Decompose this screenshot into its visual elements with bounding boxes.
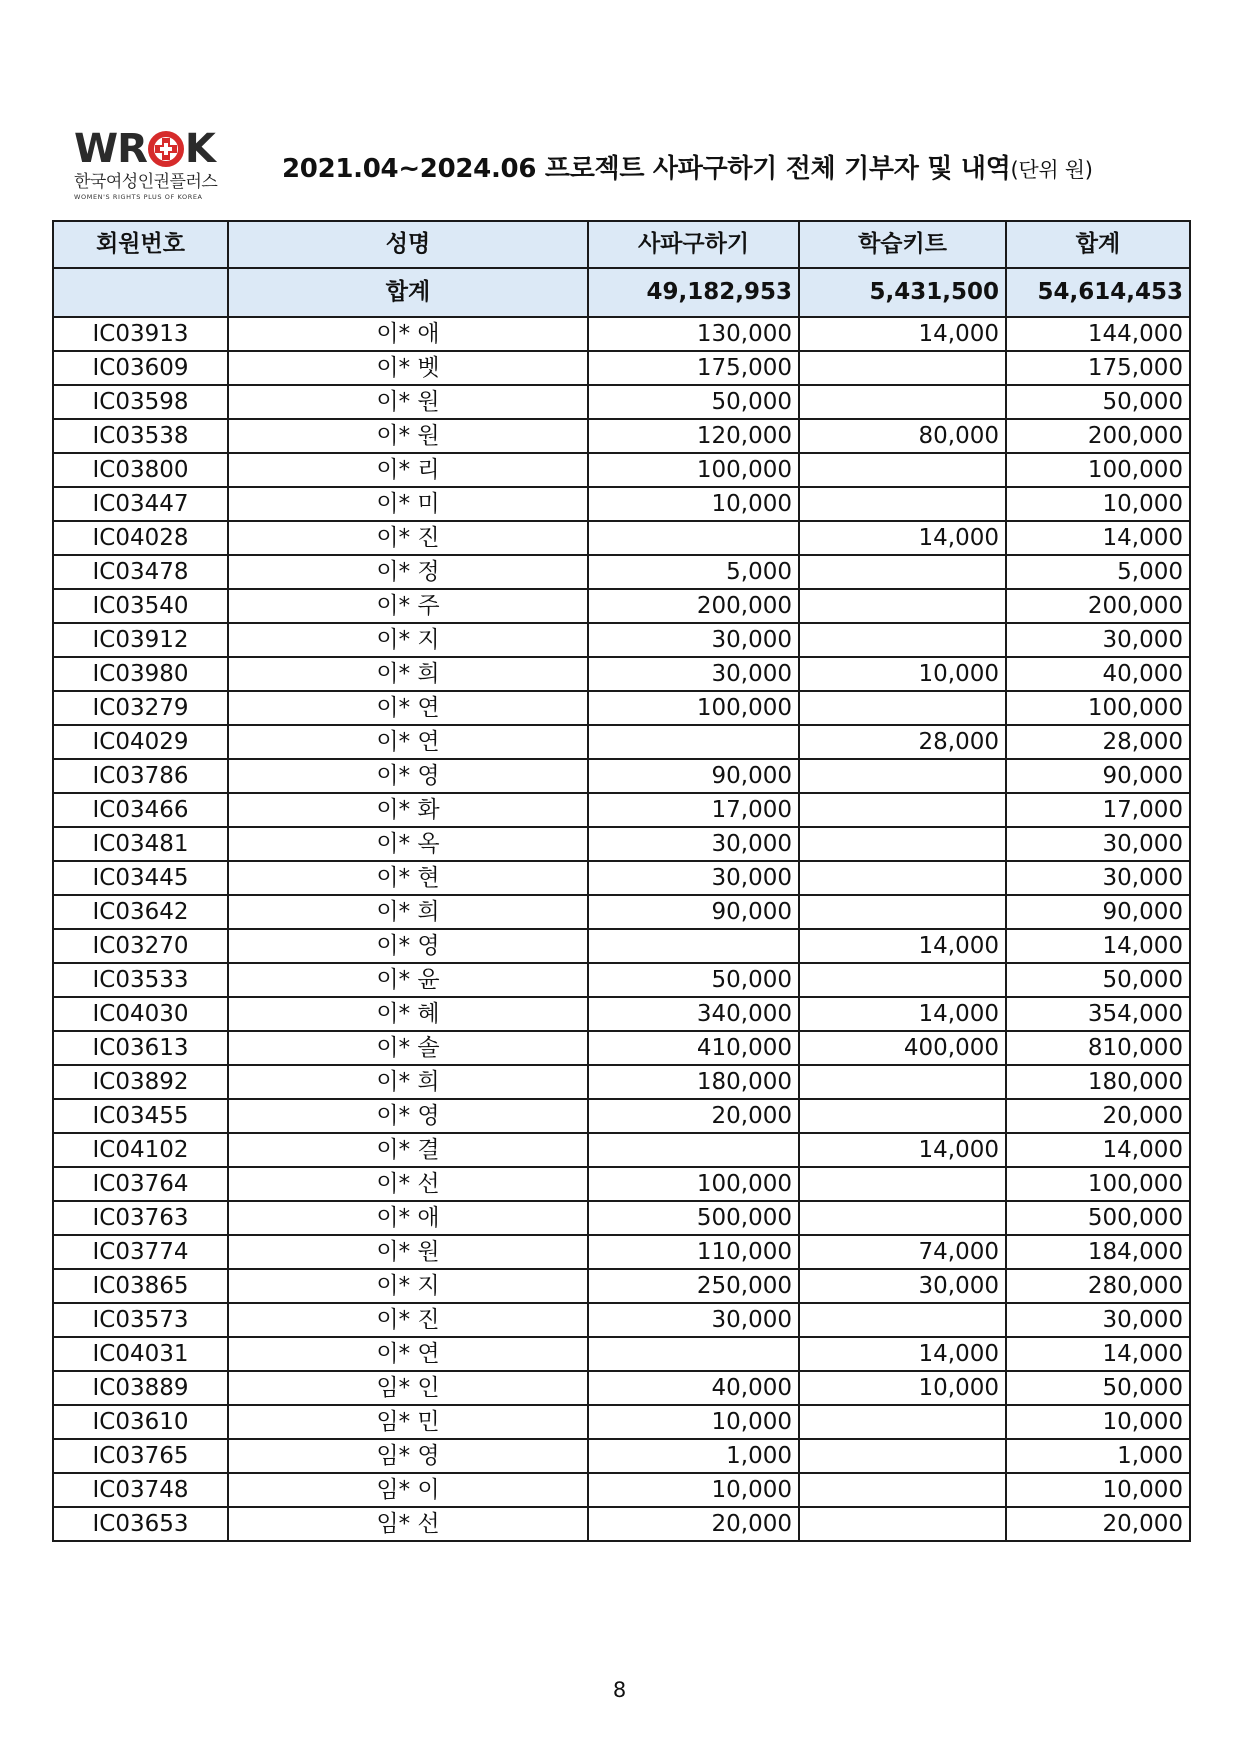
- document-title: [282, 148, 1093, 185]
- cell-kit: 10,000: [799, 657, 1006, 691]
- cell-sapa: 30,000: [588, 1303, 799, 1337]
- cell-sum: 90,000: [1006, 759, 1190, 793]
- cell-member-id: IC04028: [53, 521, 228, 555]
- cell-kit: [799, 1167, 1006, 1201]
- cell-sapa: [588, 521, 799, 555]
- cell-sum: 28,000: [1006, 725, 1190, 759]
- cell-kit: 400,000: [799, 1031, 1006, 1065]
- cell-name: 이* 정: [228, 555, 588, 589]
- cell-kit: [799, 1507, 1006, 1541]
- table-row: [53, 1269, 1190, 1303]
- cell-sapa: 100,000: [588, 453, 799, 487]
- cell-sapa: [588, 929, 799, 963]
- cell-name: 이* 혜: [228, 997, 588, 1031]
- cell-kit: 14,000: [799, 317, 1006, 351]
- table-row: [53, 1473, 1190, 1507]
- cell-name: 이* 선: [228, 1167, 588, 1201]
- table-row: [53, 657, 1190, 691]
- table-row: [53, 1031, 1190, 1065]
- cell-kit: [799, 1473, 1006, 1507]
- cell-name: 임* 이: [228, 1473, 588, 1507]
- cell-sum: 100,000: [1006, 1167, 1190, 1201]
- cell-name: 이* 윤: [228, 963, 588, 997]
- cell-member-id: IC03892: [53, 1065, 228, 1099]
- cell-kit: 28,000: [799, 725, 1006, 759]
- header-kit: 학습키트: [799, 221, 1006, 268]
- cell-sum: 14,000: [1006, 929, 1190, 963]
- cell-member-id: IC03763: [53, 1201, 228, 1235]
- cell-name: 이* 지: [228, 1269, 588, 1303]
- cell-sapa: 120,000: [588, 419, 799, 453]
- cell-sum: 100,000: [1006, 453, 1190, 487]
- cell-member-id: IC03538: [53, 419, 228, 453]
- cell-kit: 80,000: [799, 419, 1006, 453]
- cell-sapa: 180,000: [588, 1065, 799, 1099]
- cell-name: 이* 현: [228, 861, 588, 895]
- cell-member-id: IC03445: [53, 861, 228, 895]
- cell-sum: 30,000: [1006, 623, 1190, 657]
- cell-member-id: IC03764: [53, 1167, 228, 1201]
- cell-sum: 1,000: [1006, 1439, 1190, 1473]
- table-row: [53, 963, 1190, 997]
- table-row: [53, 385, 1190, 419]
- cell-member-id: IC03865: [53, 1269, 228, 1303]
- cell-sapa: 10,000: [588, 1405, 799, 1439]
- cell-name: 이* 벳: [228, 351, 588, 385]
- cell-sum: 280,000: [1006, 1269, 1190, 1303]
- totals-sapa: 49,182,953: [588, 268, 799, 317]
- cell-kit: [799, 1099, 1006, 1133]
- cell-kit: 30,000: [799, 1269, 1006, 1303]
- cell-member-id: IC03610: [53, 1405, 228, 1439]
- cell-kit: 14,000: [799, 1337, 1006, 1371]
- cell-sapa: 10,000: [588, 487, 799, 521]
- cell-member-id: IC03270: [53, 929, 228, 963]
- cell-member-id: IC04029: [53, 725, 228, 759]
- cell-kit: [799, 385, 1006, 419]
- header-row: [53, 221, 1190, 268]
- logo-cross-icon: [148, 131, 184, 167]
- cell-member-id: IC03800: [53, 453, 228, 487]
- cell-sum: 30,000: [1006, 861, 1190, 895]
- cell-kit: 14,000: [799, 929, 1006, 963]
- cell-member-id: IC03642: [53, 895, 228, 929]
- cell-sapa: [588, 1133, 799, 1167]
- cell-name: 이* 영: [228, 1099, 588, 1133]
- cell-sapa: 100,000: [588, 691, 799, 725]
- cell-sum: 20,000: [1006, 1507, 1190, 1541]
- cell-kit: 74,000: [799, 1235, 1006, 1269]
- cell-sapa: 30,000: [588, 861, 799, 895]
- table-row: [53, 1201, 1190, 1235]
- cell-name: 이* 원: [228, 385, 588, 419]
- cell-sapa: 200,000: [588, 589, 799, 623]
- cell-kit: [799, 1065, 1006, 1099]
- cell-name: 이* 주: [228, 589, 588, 623]
- cell-sapa: 130,000: [588, 317, 799, 351]
- cell-member-id: IC03573: [53, 1303, 228, 1337]
- logo-wordmark: [74, 128, 219, 170]
- cell-sapa: 30,000: [588, 827, 799, 861]
- table-row: [53, 589, 1190, 623]
- table-row: [53, 691, 1190, 725]
- cell-sapa: 20,000: [588, 1099, 799, 1133]
- cell-member-id: IC03980: [53, 657, 228, 691]
- totals-kit: 5,431,500: [799, 268, 1006, 317]
- cell-member-id: IC03889: [53, 1371, 228, 1405]
- cell-member-id: IC03913: [53, 317, 228, 351]
- cell-name: 이* 리: [228, 453, 588, 487]
- header-sum: 합계: [1006, 221, 1190, 268]
- cell-member-id: IC03613: [53, 1031, 228, 1065]
- table-row: [53, 555, 1190, 589]
- cell-kit: [799, 351, 1006, 385]
- cell-name: 이* 진: [228, 1303, 588, 1337]
- cell-sapa: 90,000: [588, 895, 799, 929]
- cell-member-id: IC03533: [53, 963, 228, 997]
- table-row: [53, 997, 1190, 1031]
- cell-sapa: 175,000: [588, 351, 799, 385]
- cell-name: 이* 진: [228, 521, 588, 555]
- cell-name: 이* 원: [228, 1235, 588, 1269]
- cell-sum: 30,000: [1006, 1303, 1190, 1337]
- cell-sapa: 5,000: [588, 555, 799, 589]
- table-row: [53, 453, 1190, 487]
- cell-kit: [799, 589, 1006, 623]
- cell-sum: 10,000: [1006, 487, 1190, 521]
- table-row: [53, 487, 1190, 521]
- cell-name: 임* 영: [228, 1439, 588, 1473]
- logo-subtitle-korean: 한국여성인권플러스: [74, 172, 218, 192]
- totals-row: [53, 268, 1190, 317]
- cell-kit: 14,000: [799, 997, 1006, 1031]
- cell-sapa: 100,000: [588, 1167, 799, 1201]
- cell-sapa: 50,000: [588, 963, 799, 997]
- cell-member-id: IC03748: [53, 1473, 228, 1507]
- cell-name: 이* 희: [228, 1065, 588, 1099]
- totals-label: 합계: [228, 268, 588, 317]
- cell-sum: 810,000: [1006, 1031, 1190, 1065]
- donor-rows: [53, 317, 1190, 1541]
- cell-member-id: IC03609: [53, 351, 228, 385]
- cell-sum: 180,000: [1006, 1065, 1190, 1099]
- cell-sapa: [588, 1337, 799, 1371]
- cell-name: 이* 애: [228, 317, 588, 351]
- table-row: [53, 1337, 1190, 1371]
- cell-sapa: 110,000: [588, 1235, 799, 1269]
- cell-sum: 20,000: [1006, 1099, 1190, 1133]
- cell-name: 이* 화: [228, 793, 588, 827]
- cell-member-id: IC03598: [53, 385, 228, 419]
- cell-sum: 175,000: [1006, 351, 1190, 385]
- cell-sum: 500,000: [1006, 1201, 1190, 1235]
- cell-name: 이* 연: [228, 725, 588, 759]
- totals-empty-cell: [53, 268, 228, 317]
- cell-sapa: 50,000: [588, 385, 799, 419]
- cell-kit: [799, 963, 1006, 997]
- cell-name: 이* 애: [228, 1201, 588, 1235]
- cell-sum: 50,000: [1006, 385, 1190, 419]
- page-number: 8: [612, 1678, 627, 1702]
- cell-sum: 200,000: [1006, 589, 1190, 623]
- cell-kit: [799, 1405, 1006, 1439]
- organization-logo: [74, 128, 219, 204]
- cell-name: 이* 영: [228, 759, 588, 793]
- cell-kit: [799, 1303, 1006, 1337]
- cell-member-id: IC03481: [53, 827, 228, 861]
- cell-sum: 200,000: [1006, 419, 1190, 453]
- table-row: [53, 725, 1190, 759]
- table-row: [53, 1167, 1190, 1201]
- cell-name: 이* 지: [228, 623, 588, 657]
- cell-sum: 10,000: [1006, 1473, 1190, 1507]
- table-row: [53, 827, 1190, 861]
- cell-sapa: 500,000: [588, 1201, 799, 1235]
- cell-kit: [799, 555, 1006, 589]
- donor-table: [52, 220, 1191, 1542]
- cell-sapa: [588, 725, 799, 759]
- cell-sapa: 30,000: [588, 623, 799, 657]
- cell-sum: 144,000: [1006, 317, 1190, 351]
- cell-sum: 90,000: [1006, 895, 1190, 929]
- table-row: [53, 1235, 1190, 1269]
- cell-sum: 184,000: [1006, 1235, 1190, 1269]
- cell-sum: 30,000: [1006, 827, 1190, 861]
- cell-name: 이* 희: [228, 895, 588, 929]
- cell-kit: [799, 1439, 1006, 1473]
- cell-sapa: 90,000: [588, 759, 799, 793]
- cell-sapa: 410,000: [588, 1031, 799, 1065]
- table-row: [53, 759, 1190, 793]
- cell-member-id: IC04030: [53, 997, 228, 1031]
- table-row: [53, 317, 1190, 351]
- cell-member-id: IC03478: [53, 555, 228, 589]
- cell-kit: [799, 623, 1006, 657]
- cell-kit: [799, 861, 1006, 895]
- cell-name: 이* 희: [228, 657, 588, 691]
- cell-name: 이* 옥: [228, 827, 588, 861]
- cell-sapa: 10,000: [588, 1473, 799, 1507]
- table-row: [53, 1507, 1190, 1541]
- table-row: [53, 351, 1190, 385]
- cell-kit: 14,000: [799, 1133, 1006, 1167]
- table-row: [53, 1439, 1190, 1473]
- cell-member-id: IC03466: [53, 793, 228, 827]
- totals-sum: 54,614,453: [1006, 268, 1190, 317]
- cell-kit: 10,000: [799, 1371, 1006, 1405]
- table-row: [53, 521, 1190, 555]
- cell-sapa: 340,000: [588, 997, 799, 1031]
- cell-sum: 100,000: [1006, 691, 1190, 725]
- cell-name: 이* 영: [228, 929, 588, 963]
- cell-member-id: IC03786: [53, 759, 228, 793]
- cell-sapa: 250,000: [588, 1269, 799, 1303]
- cell-name: 임* 민: [228, 1405, 588, 1439]
- cell-kit: [799, 1201, 1006, 1235]
- header-sapa: 사파구하기: [588, 221, 799, 268]
- cell-sapa: 1,000: [588, 1439, 799, 1473]
- cell-sum: 5,000: [1006, 555, 1190, 589]
- cell-sapa: 40,000: [588, 1371, 799, 1405]
- cell-sum: 354,000: [1006, 997, 1190, 1031]
- cell-name: 이* 미: [228, 487, 588, 521]
- cell-kit: [799, 453, 1006, 487]
- cell-kit: [799, 827, 1006, 861]
- cell-member-id: IC03540: [53, 589, 228, 623]
- cell-member-id: IC03774: [53, 1235, 228, 1269]
- table-row: [53, 419, 1190, 453]
- cell-member-id: IC03455: [53, 1099, 228, 1133]
- logo-subtitle-english: WOMEN'S RIGHTS PLUS OF KOREA: [74, 193, 203, 201]
- logo-text-right: K: [184, 126, 215, 172]
- table-row: [53, 1405, 1190, 1439]
- cell-kit: [799, 793, 1006, 827]
- cell-sum: 50,000: [1006, 1371, 1190, 1405]
- cell-sum: 14,000: [1006, 1337, 1190, 1371]
- cell-sapa: 17,000: [588, 793, 799, 827]
- cell-sum: 14,000: [1006, 521, 1190, 555]
- title-text: 2021.04~2024.06 프로젝트 사파구하기 전체 기부자 및 내역: [282, 154, 1011, 184]
- cell-name: 이* 연: [228, 1337, 588, 1371]
- cell-member-id: IC04031: [53, 1337, 228, 1371]
- cell-member-id: IC03279: [53, 691, 228, 725]
- cell-sum: 40,000: [1006, 657, 1190, 691]
- cell-sum: 14,000: [1006, 1133, 1190, 1167]
- table-row: [53, 623, 1190, 657]
- cell-member-id: IC03653: [53, 1507, 228, 1541]
- table-row: [53, 895, 1190, 929]
- header-member-id: 회원번호: [53, 221, 228, 268]
- cell-name: 임* 선: [228, 1507, 588, 1541]
- cell-kit: [799, 691, 1006, 725]
- cell-kit: [799, 759, 1006, 793]
- cell-kit: [799, 487, 1006, 521]
- cell-member-id: IC04102: [53, 1133, 228, 1167]
- cell-sum: 10,000: [1006, 1405, 1190, 1439]
- unit-note: (단위 원): [1010, 158, 1093, 182]
- cell-member-id: IC03912: [53, 623, 228, 657]
- cell-name: 이* 솔: [228, 1031, 588, 1065]
- cell-name: 이* 결: [228, 1133, 588, 1167]
- cell-kit: 14,000: [799, 521, 1006, 555]
- cell-member-id: IC03447: [53, 487, 228, 521]
- cell-sapa: 30,000: [588, 657, 799, 691]
- cell-kit: [799, 895, 1006, 929]
- table-row: [53, 1133, 1190, 1167]
- header-name: 성명: [228, 221, 588, 268]
- cell-member-id: IC03765: [53, 1439, 228, 1473]
- table-row: [53, 793, 1190, 827]
- table-row: [53, 1303, 1190, 1337]
- cell-name: 이* 원: [228, 419, 588, 453]
- cell-sum: 50,000: [1006, 963, 1190, 997]
- table-row: [53, 1371, 1190, 1405]
- table-row: [53, 1065, 1190, 1099]
- table-row: [53, 929, 1190, 963]
- cell-name: 임* 인: [228, 1371, 588, 1405]
- cell-sum: 17,000: [1006, 793, 1190, 827]
- logo-text-left: WR: [74, 126, 147, 172]
- cell-sapa: 20,000: [588, 1507, 799, 1541]
- cell-name: 이* 연: [228, 691, 588, 725]
- table-row: [53, 1099, 1190, 1133]
- table-row: [53, 861, 1190, 895]
